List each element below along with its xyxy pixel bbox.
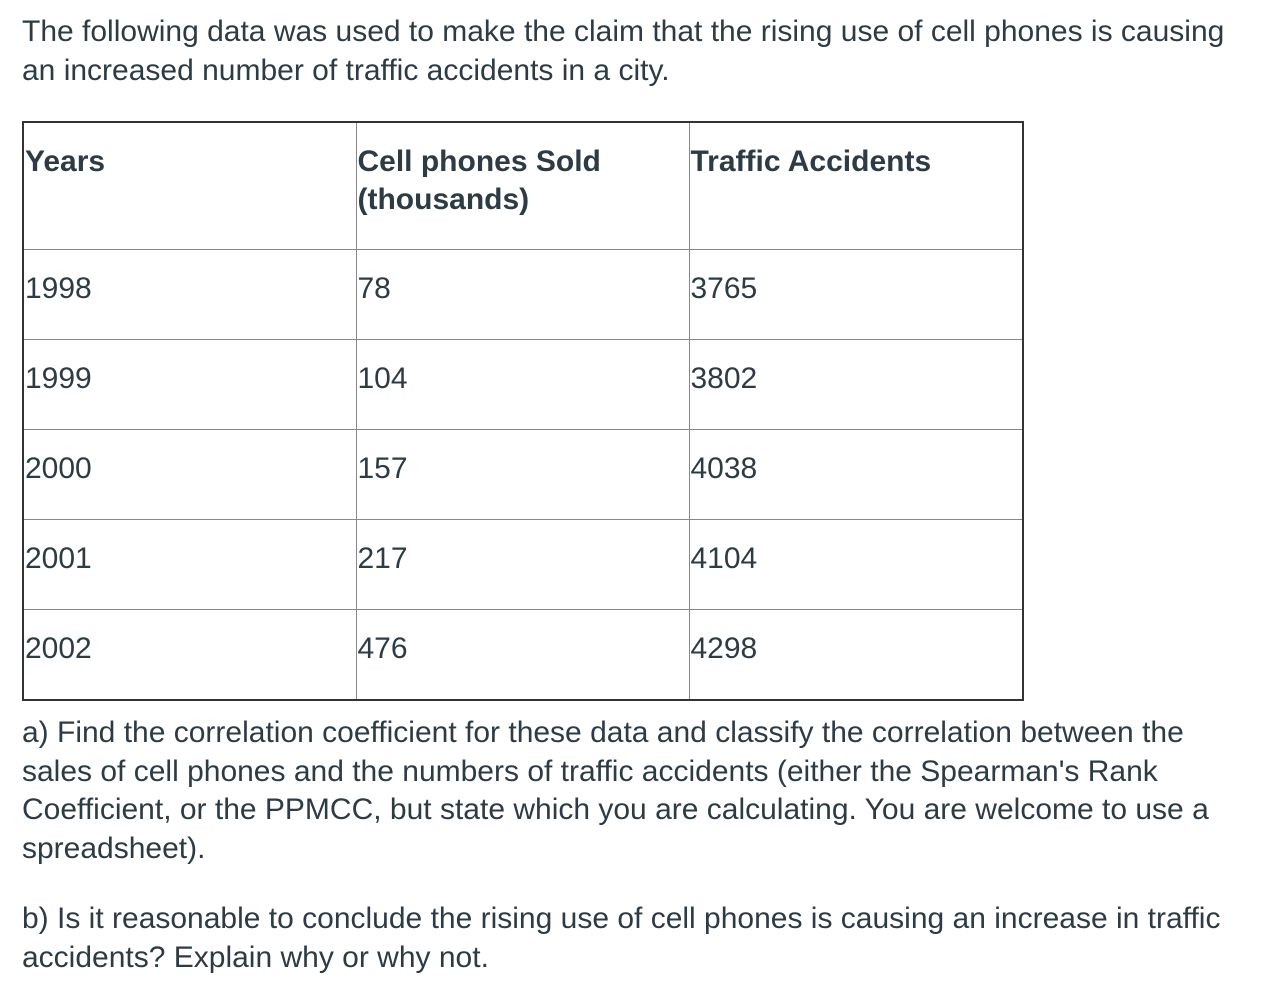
- table-row: [23, 610, 1023, 701]
- cell-phones-sold: 217: [356, 520, 689, 610]
- intro-paragraph: The following data was used to make the claim that the rising use of cell phones is causing an increased number of traffic accidents in a city.: [22, 15, 1225, 87]
- cell-phones-sold: 157: [356, 430, 689, 520]
- cell-traffic-accidents: 3802: [689, 340, 1023, 430]
- question-b: b) Is it reasonable to conclude the rising use of cell phones is causing an increase in traffic accidents? Explain why or why not.: [22, 902, 1221, 974]
- cell-year: 2002: [23, 610, 356, 701]
- cell-year: 2001: [23, 520, 356, 610]
- data-table: [22, 121, 1024, 701]
- table-row: [23, 340, 1023, 430]
- cell-phones-sold: 476: [356, 610, 689, 701]
- cell-year: 2000: [23, 430, 356, 520]
- cell-traffic-accidents: 4104: [689, 520, 1023, 610]
- table-header-row: [23, 122, 1023, 250]
- cell-traffic-accidents: 3765: [689, 250, 1023, 340]
- cell-traffic-accidents: 4038: [689, 430, 1023, 520]
- table-row: [23, 430, 1023, 520]
- cell-traffic-accidents: 4298: [689, 610, 1023, 701]
- cell-year: 1998: [23, 250, 356, 340]
- cell-year: 1999: [23, 340, 356, 430]
- header-cell-phones-sold: Cell phones Sold (thousands): [356, 122, 689, 250]
- table-row: [23, 250, 1023, 340]
- table-row: [23, 520, 1023, 610]
- cell-phones-sold: 104: [356, 340, 689, 430]
- cell-phones-sold: 78: [356, 250, 689, 340]
- header-years: Years: [23, 122, 356, 250]
- question-a: a) Find the correlation coefficient for these data and classify the correlation between the sales of cell phones and the numbers of traffic accidents (either the Spearman's Rank Coefficient, or the PPMCC, but state which you are calculating. You are welcome to use a spreadsheet).: [22, 716, 1209, 865]
- header-traffic-accidents: Traffic Accidents: [689, 122, 1023, 250]
